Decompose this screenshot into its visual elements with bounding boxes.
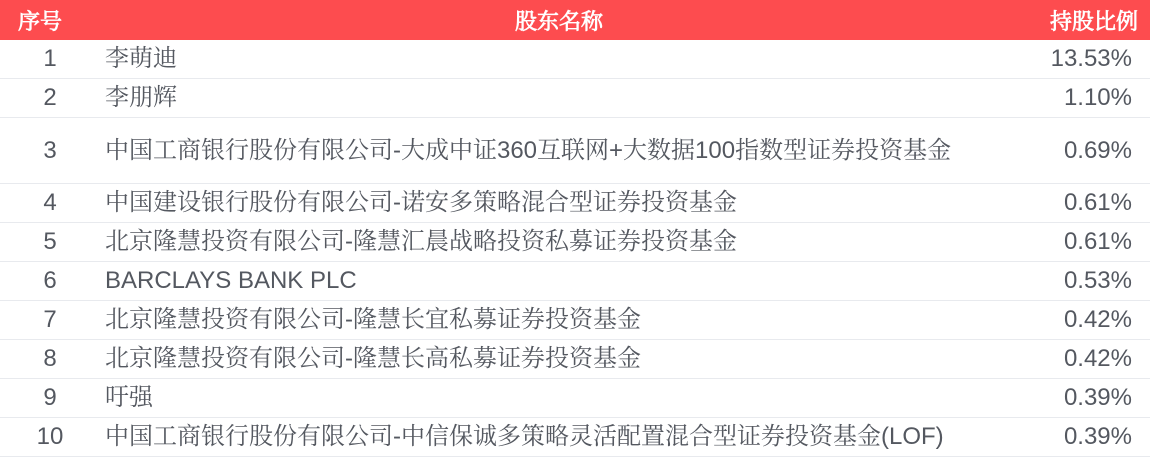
cell-shareholder-name: 北京隆慧投资有限公司-隆慧长高私募证券投资基金 <box>100 340 1018 379</box>
cell-shareholder-name: 北京隆慧投资有限公司-隆慧汇晨战略投资私募证券投资基金 <box>100 223 1018 262</box>
header-row <box>0 0 1150 40</box>
table-row <box>0 184 1150 223</box>
cell-shareholder-name: 李朋辉 <box>100 79 1018 118</box>
cell-index: 6 <box>0 262 100 301</box>
cell-index: 10 <box>0 418 100 457</box>
cell-shareholder-name: 北京隆慧投资有限公司-隆慧长宜私募证券投资基金 <box>100 301 1018 340</box>
cell-index: 5 <box>0 223 100 262</box>
cell-shareholder-name: 中国工商银行股份有限公司-大成中证360互联网+大数据100指数型证券投资基金 <box>100 118 1018 184</box>
table-row <box>0 79 1150 118</box>
cell-index: 1 <box>0 40 100 79</box>
column-header-index: 序号 <box>0 0 100 40</box>
column-header-holding-ratio: 持股比例 <box>1018 0 1150 40</box>
shareholder-table-body <box>0 40 1150 457</box>
table-row <box>0 418 1150 457</box>
cell-holding-ratio: 0.61% <box>1018 184 1150 223</box>
cell-holding-ratio: 0.69% <box>1018 118 1150 184</box>
cell-holding-ratio: 0.61% <box>1018 223 1150 262</box>
table-row <box>0 379 1150 418</box>
column-header-shareholder-name: 股东名称 <box>100 0 1018 40</box>
cell-shareholder-name: 李萌迪 <box>100 40 1018 79</box>
table-row <box>0 223 1150 262</box>
table-row <box>0 262 1150 301</box>
shareholder-table-header <box>0 0 1150 40</box>
table-row <box>0 118 1150 184</box>
cell-index: 8 <box>0 340 100 379</box>
cell-shareholder-name: 中国工商银行股份有限公司-中信保诚多策略灵活配置混合型证券投资基金(LOF) <box>100 418 1018 457</box>
table-row <box>0 40 1150 79</box>
cell-shareholder-name: 吁强 <box>100 379 1018 418</box>
table-row <box>0 301 1150 340</box>
cell-shareholder-name: BARCLAYS BANK PLC <box>100 262 1018 301</box>
cell-holding-ratio: 0.39% <box>1018 418 1150 457</box>
cell-holding-ratio: 1.10% <box>1018 79 1150 118</box>
cell-holding-ratio: 0.39% <box>1018 379 1150 418</box>
table-row <box>0 340 1150 379</box>
cell-index: 3 <box>0 118 100 184</box>
cell-holding-ratio: 0.42% <box>1018 340 1150 379</box>
cell-holding-ratio: 13.53% <box>1018 40 1150 79</box>
cell-index: 9 <box>0 379 100 418</box>
cell-shareholder-name: 中国建设银行股份有限公司-诺安多策略混合型证券投资基金 <box>100 184 1018 223</box>
cell-holding-ratio: 0.53% <box>1018 262 1150 301</box>
cell-index: 7 <box>0 301 100 340</box>
cell-index: 4 <box>0 184 100 223</box>
cell-holding-ratio: 0.42% <box>1018 301 1150 340</box>
cell-index: 2 <box>0 79 100 118</box>
